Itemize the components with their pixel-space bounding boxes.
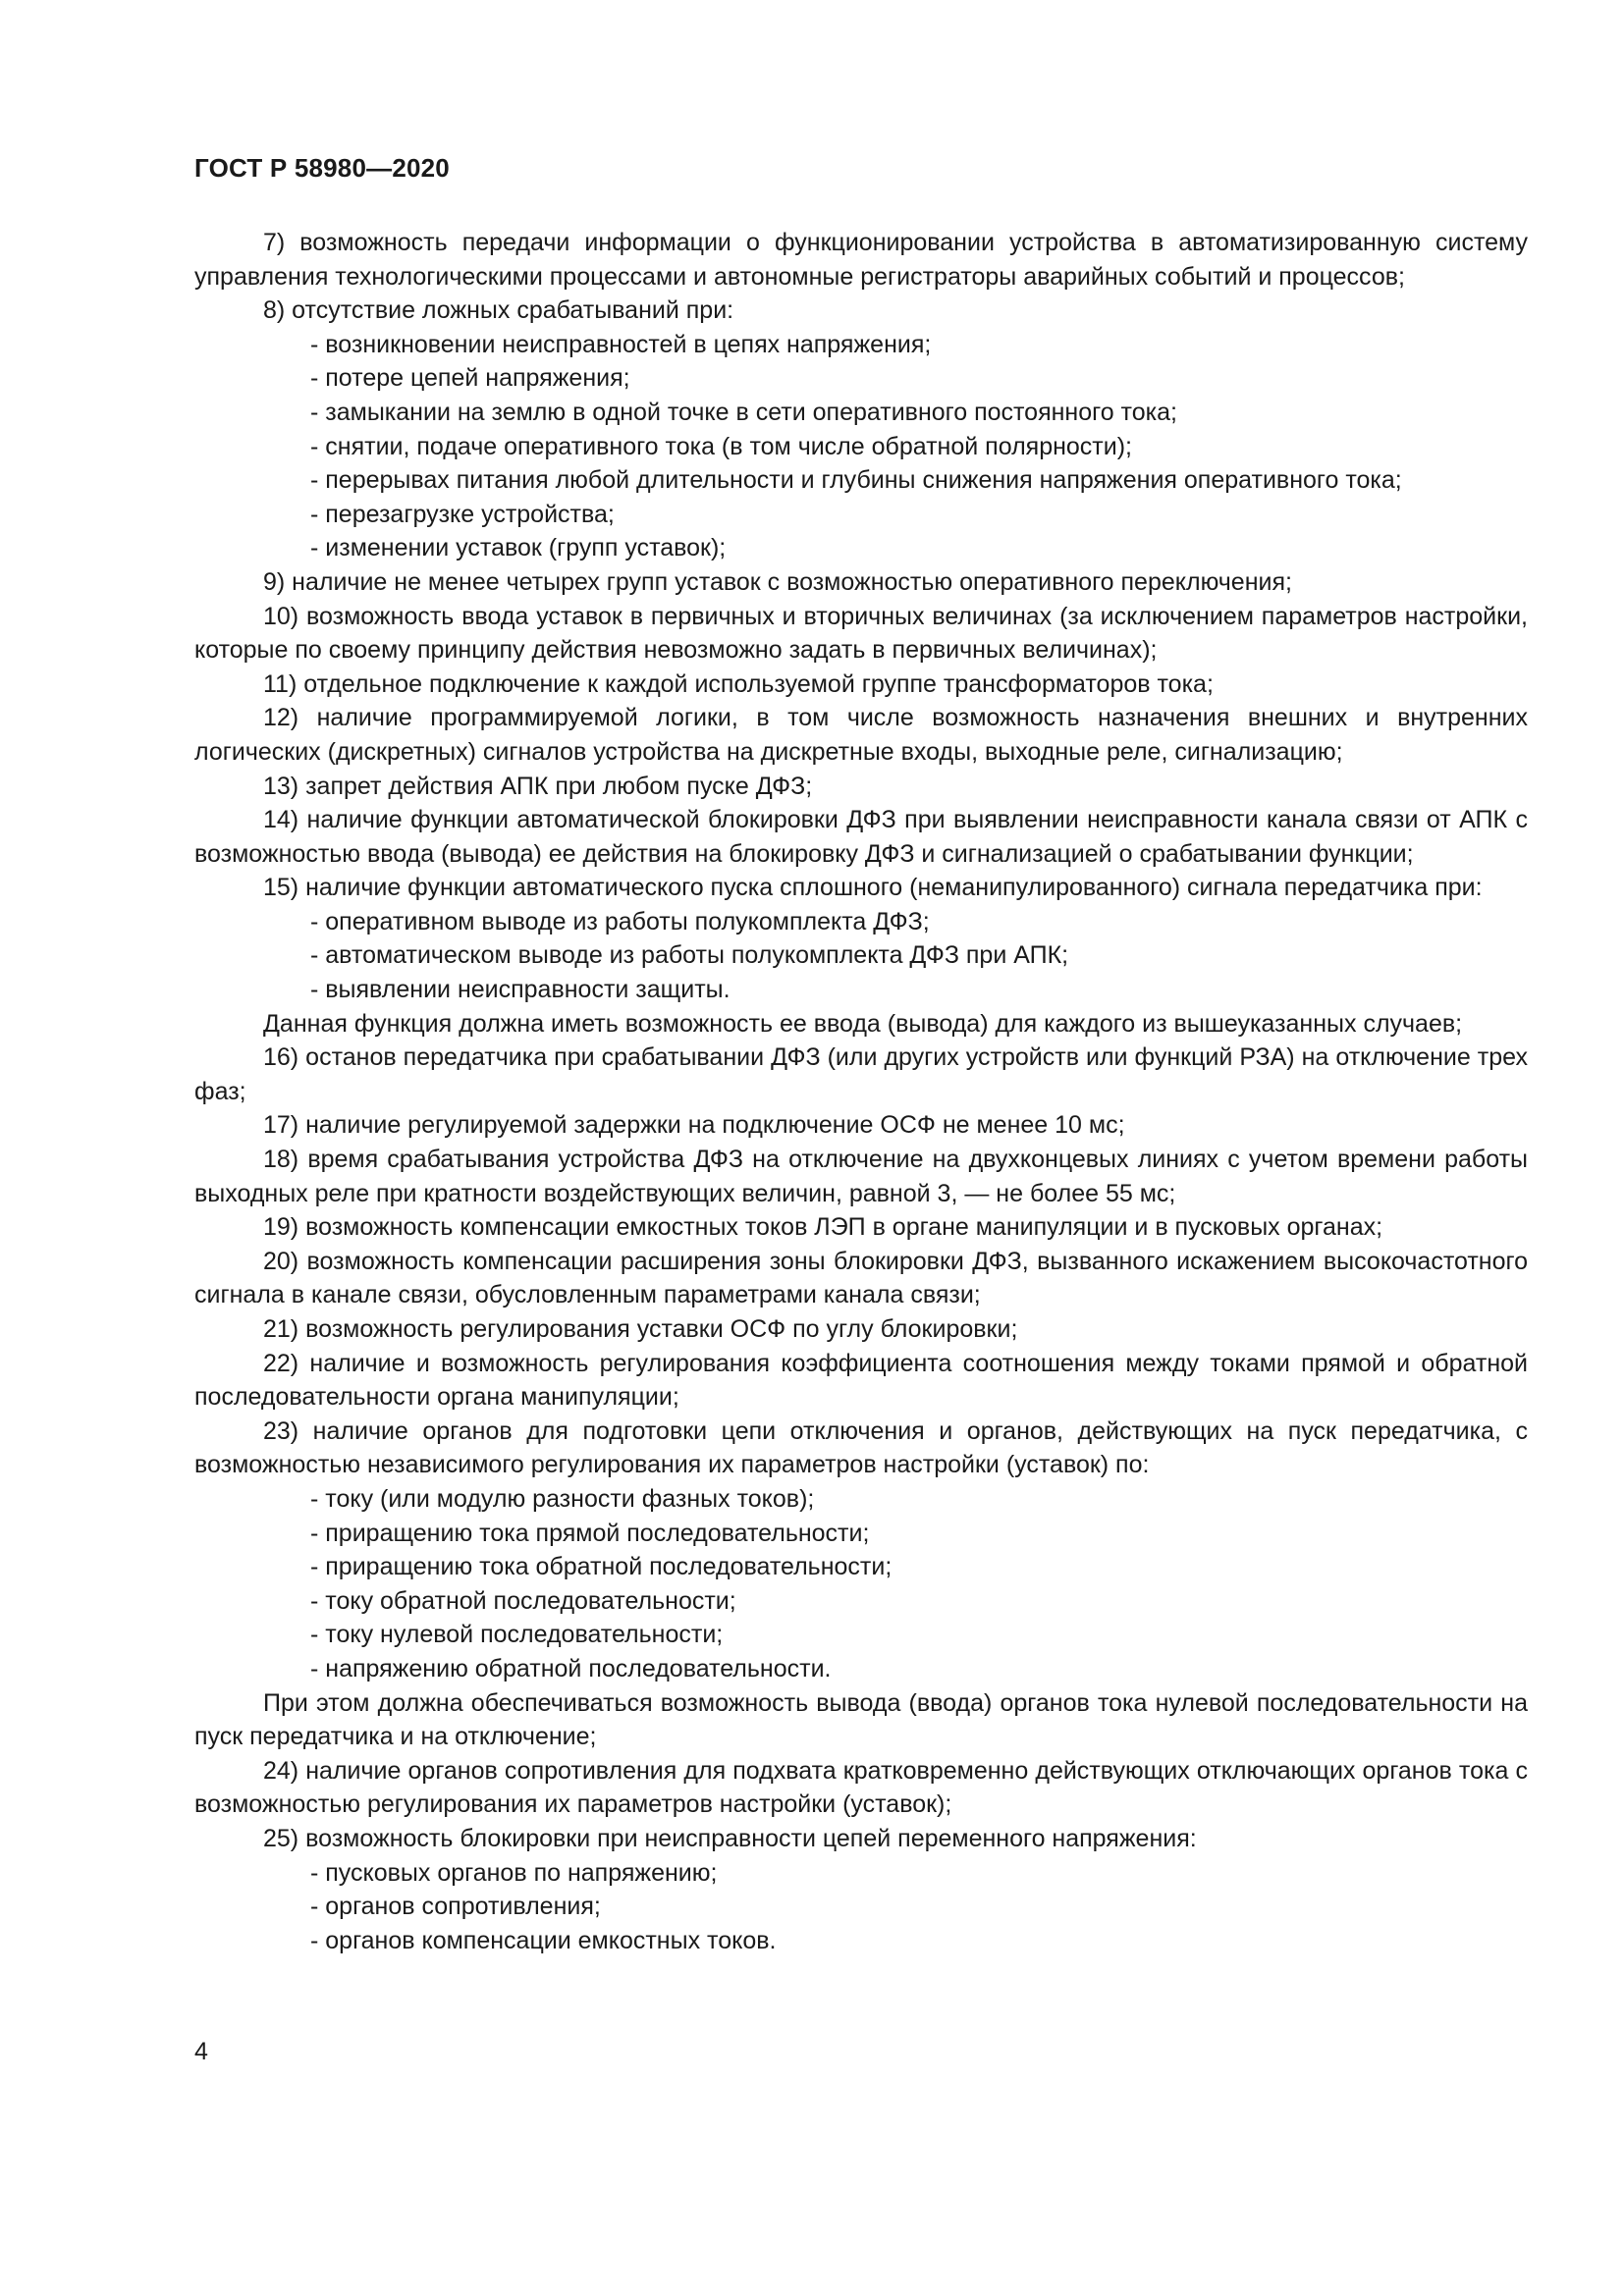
list-item: - возникновении неисправностей в цепях напряжения;	[310, 330, 932, 358]
paragraph: 8) отсутствие ложных срабатываний при:	[263, 296, 734, 325]
list-item: - току обратной последовательности;	[310, 1586, 736, 1615]
paragraph: 17) наличие регулируемой задержки на подключение ОСФ не менее 10 мс;	[263, 1111, 1125, 1140]
paragraph: 21) возможность регулирования уставки ОСФ по углу блокировки;	[263, 1315, 1018, 1343]
paragraph: 9) наличие не менее четырех групп уставок с возможностью оперативного переключения;	[263, 567, 1292, 596]
document-body	[194, 226, 1528, 1957]
paragraph: 10) возможность ввода уставок в первичных и вторичных величинах (за исключением параметров настройки, которые по своему принципу действия невозможно задать в первичных величинах);	[194, 602, 1528, 665]
paragraph: 23) наличие органов для подготовки цепи отключения и органов, действующих на пуск передатчика, с возможностью независимого регулирования их параметров настройки (уставок) по:	[194, 1416, 1528, 1479]
list-item: - току нулевой последовательности;	[310, 1621, 724, 1649]
page-number: 4	[194, 2038, 208, 2065]
list-item: - приращению тока прямой последовательности;	[310, 1519, 870, 1547]
paragraph: 22) наличие и возможность регулирования коэффициента соотношения между токами прямой и обратной последовательности органа манипуляции;	[194, 1349, 1528, 1412]
document-header: ГОСТ Р 58980—2020	[194, 153, 450, 183]
list-item: - замыкании на землю в одной точке в сети оперативного постоянного тока;	[310, 398, 1177, 426]
list-item: - пусковых органов по напряжению;	[310, 1858, 718, 1887]
paragraph: Данная функция должна иметь возможность ее ввода (вывода) для каждого из вышеуказанных случаев;	[263, 1009, 1463, 1038]
list-item: - потере цепей напряжения;	[310, 364, 630, 393]
paragraph: 19) возможность компенсации емкостных токов ЛЭП в органе манипуляции и в пусковых органах;	[263, 1213, 1383, 1242]
paragraph: 24) наличие органов сопротивления для подхвата кратковременно действующих отключающих органов тока с возможностью регулирования их параметров настройки (уставок);	[194, 1756, 1528, 1819]
list-item: - оперативном выводе из работы полукомплекта ДФЗ;	[310, 907, 930, 935]
list-item: - изменении уставок (групп уставок);	[310, 534, 727, 562]
paragraph: 14) наличие функции автоматической блокировки ДФЗ при выявлении неисправности канала связи от АПК с возможностью ввода (вывода) ее действия на блокировку ДФЗ и сигнализацией о срабатывании функции;	[194, 806, 1528, 868]
paragraph: 7) возможность передачи информации о функционировании устройства в автоматизированную систему управления технологическими процессами и автономные регистраторы аварийных событий и процессов;	[194, 229, 1528, 291]
paragraph: При этом должна обеспечиваться возможность вывода (ввода) органов тока нулевой последовательности на пуск передатчика и на отключение;	[194, 1688, 1528, 1751]
paragraph: 12) наличие программируемой логики, в том числе возможность назначения внешних и внутренних логических (дискретных) сигналов устройства на дискретные входы, выходные реле, сигнализацию;	[194, 704, 1528, 766]
list-item: - органов сопротивления;	[310, 1893, 601, 1921]
list-item: - автоматическом выводе из работы полукомплекта ДФЗ при АПК;	[310, 941, 1069, 970]
paragraph: 15) наличие функции автоматического пуска сплошного (неманипулированного) сигнала передатчика при:	[263, 874, 1483, 902]
paragraph: 20) возможность компенсации расширения зоны блокировки ДФЗ, вызванного искажением высокочастотного сигнала в канале связи, обусловленным параметрами канала связи;	[194, 1247, 1528, 1309]
list-item: - приращению тока обратной последовательности;	[310, 1553, 893, 1581]
paragraph: 25) возможность блокировки при неисправности цепей переменного напряжения:	[263, 1824, 1197, 1852]
list-item: - выявлении неисправности защиты.	[310, 976, 731, 1004]
list-item: - напряжению обратной последовательности.	[310, 1654, 832, 1682]
paragraph: 13) запрет действия АПК при любом пуске ДФЗ;	[263, 772, 813, 800]
paragraph: 18) время срабатывания устройства ДФЗ на отключение на двухконцевых линиях с учетом времени работы выходных реле при кратности воздействующих величин, равной 3, — не более 55 мс;	[194, 1146, 1528, 1207]
paragraph: 16) останов передатчика при срабатывании ДФЗ (или других устройств или функций РЗА) на отключение трех фаз;	[194, 1043, 1528, 1105]
paragraph: 11) отдельное подключение к каждой используемой группе трансформаторов тока;	[263, 669, 1214, 698]
list-item: - перезагрузке устройства;	[310, 500, 615, 528]
list-item: - току (или модулю разности фазных токов);	[310, 1484, 815, 1513]
list-item: - органов компенсации емкостных токов.	[310, 1926, 777, 1954]
list-item: - перерывах питания любой длительности и глубины снижения напряжения оперативного тока;	[310, 466, 1402, 495]
list-item: - снятии, подаче оперативного тока (в том числе обратной полярности);	[310, 432, 1132, 460]
